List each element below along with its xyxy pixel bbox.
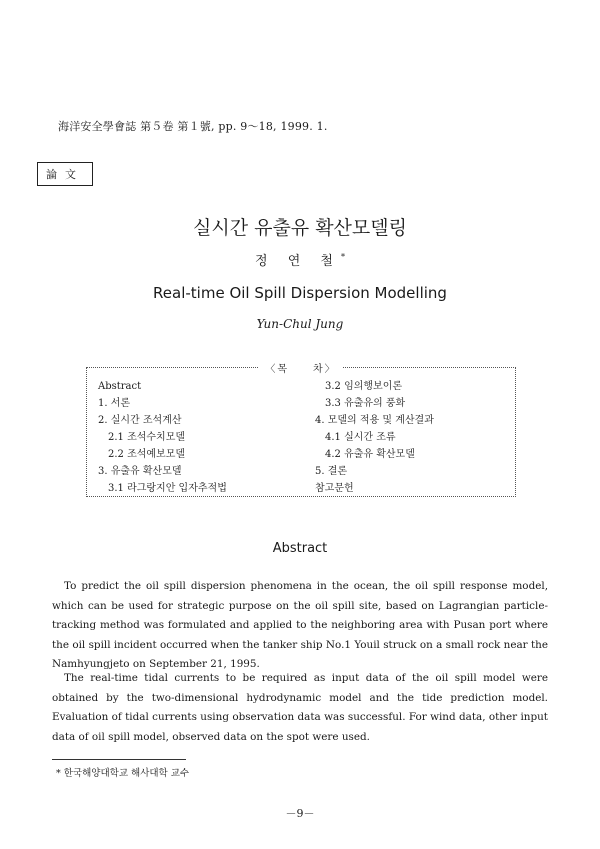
abstract-heading: Abstract <box>272 541 328 556</box>
toc-item: 4. 모델의 적용 및 계산결과 <box>315 415 434 426</box>
article-type-tag: 論文 <box>37 162 93 186</box>
toc-item: 2.1 조석수치모델 <box>108 432 186 443</box>
abstract-paragraph-1: To predict the oil spill dispersion phenomena in the ocean, the oil spill response model, which can be used for strategic purpose on the oil spill site, based on Lagrangian particle-tracking method was formulated and applied to the neighboring area with Pusan port where the oil spill incident occurred when the tanker ship No.1 Youil struck on a small rock near the Namhyungjeto on September 21, 1995. <box>52 580 548 670</box>
toc-item: 3.3 유출유의 풍화 <box>325 398 406 409</box>
title-korean: 실시간 유출유 확산모델링 <box>193 217 407 239</box>
toc-item: 3.1 라그랑지안 입자추적법 <box>108 483 227 494</box>
toc-right-column <box>315 378 434 497</box>
toc-item: 2.2 조석예보모델 <box>108 449 186 460</box>
footnote: * 한국해양대학교 해사대학 교수 <box>56 768 190 779</box>
author-footnote-mark: * <box>340 252 345 262</box>
toc-item: Abstract <box>98 381 142 392</box>
toc-item: 5. 결론 <box>315 466 348 477</box>
toc-item: 4.2 유출유 확산모델 <box>325 449 415 460</box>
toc-heading: 〈목 차〉 <box>259 364 342 375</box>
toc-item: 2. 실시간 조석계산 <box>98 415 182 426</box>
table-of-contents <box>86 364 516 497</box>
author-english: Yun-Chul Jung <box>256 317 344 331</box>
author-korean-name: 정 연 철 <box>255 254 341 269</box>
toc-item: 참고문헌 <box>315 483 354 494</box>
title-english: Real-time Oil Spill Dispersion Modelling <box>153 284 447 302</box>
journal-citation: 海洋安全學會誌 第５卷 第１號, pp. 9～18, 1999. 1. <box>58 120 328 133</box>
page-number: －9－ <box>285 807 315 820</box>
toc-item: 3.2 임의행보이론 <box>325 381 403 392</box>
toc-left-column <box>98 378 227 497</box>
author-korean <box>0 250 600 269</box>
abstract-paragraph-2: The real-time tidal currents to be required as input data of the oil spill model were obtained by the two-dimensional hydrodynamic model and the tide prediction model. Evaluation of tidal currents using observation data was successful. For wind data, other input data of oil spill model, observed data on the spot were used. <box>52 672 548 743</box>
toc-item: 3. 유출유 확산모델 <box>98 466 182 477</box>
footnote-divider <box>52 759 186 760</box>
toc-item: 4.1 실시간 조류 <box>325 432 396 443</box>
toc-item: 1. 서론 <box>98 398 131 409</box>
